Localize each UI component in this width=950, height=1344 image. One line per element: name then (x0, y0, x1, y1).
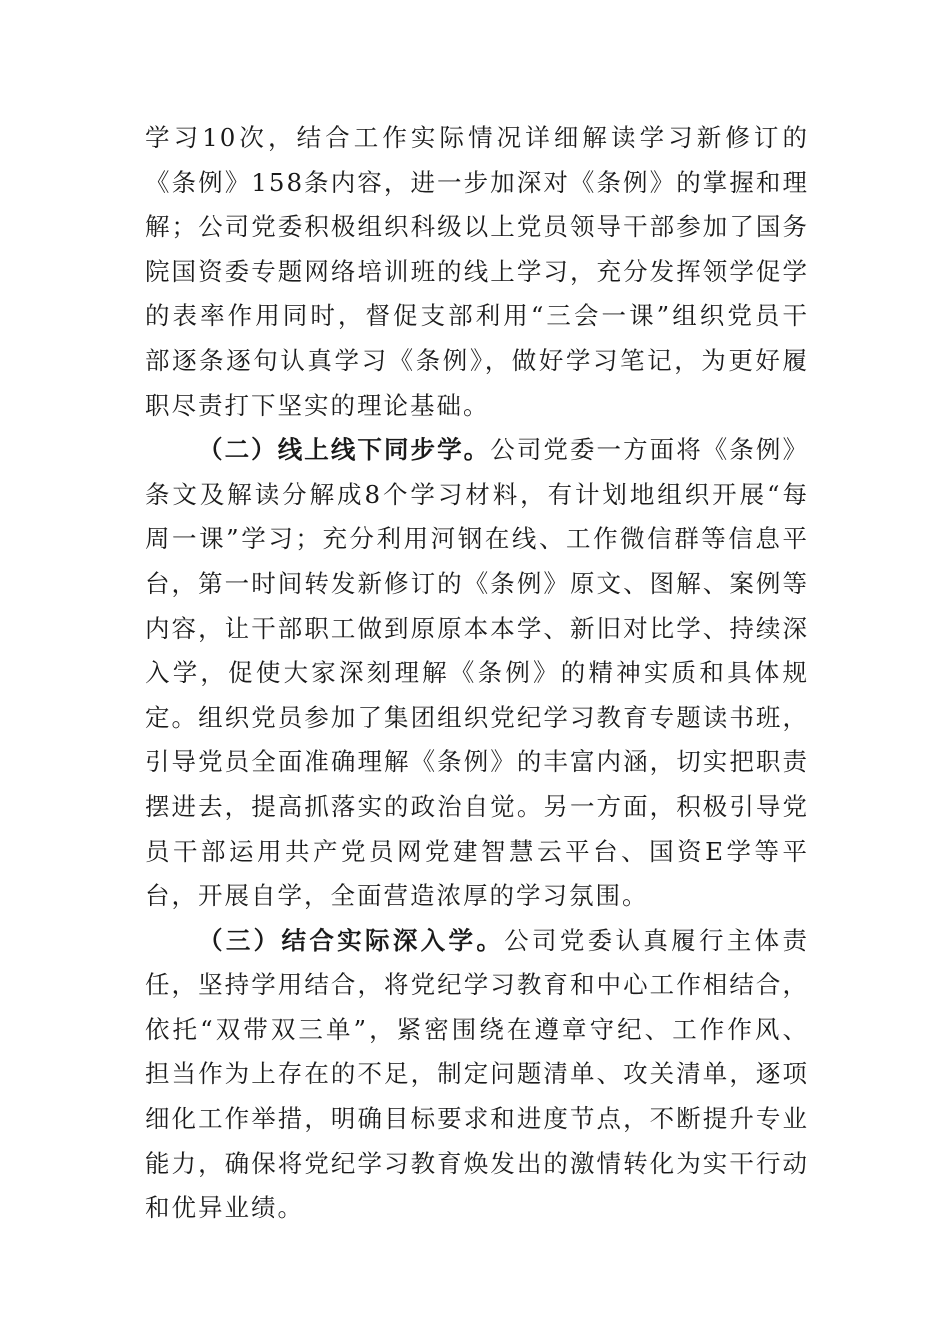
paragraph-body: 公司党委认真履行主体责任，坚持学用结合，将党纪学习教育和中心工作相结合，依托“双带双三单”，紧密围绕在遵章守纪、工作作风、担当作为上存在的不足，制定问题清单、攻关清单，逐项细化工作举措，明确目标要求和进度节点，不断提升专业能力，确保将党纪学习教育焕发出的激情转化为实干行动和优异业绩。 (145, 925, 810, 1223)
paragraph-continuation (145, 116, 809, 428)
section-heading: （三）结合实际深入学。 (198, 925, 505, 955)
paragraph-body: 公司党委一方面将《条例》条文及解读分解成8个学习材料，有计划地组织开展“每周一课”学习；充分利用河钢在线、工作微信群等信息平台，第一时间转发新修订的《条例》原文、图解、案例等内容，让干部职工做到原原本本学、新旧对比学、持续深入学，促使大家深刻理解《条例》的精神实质和具体规定。组织党员参加了集团组织党纪学习教育专题读书班，引导党员全面准确理解《条例》的丰富内涵，切实把职责摆进去，提高抓落实的政治自觉。另一方面，积极引导党员干部运用共产党员网党建智慧云平台、国资E学等平台，开展自学，全面营造浓厚的学习氛围。 (145, 435, 809, 911)
paragraph-body: 学习10次，结合工作实际情况详细解读学习新修订的《条例》158条内容，进一步加深对《条例》的掌握和理解；公司党委积极组织科级以上党员领导干部参加了国务院国资委专题网络培训班的线上学习，充分发挥领学促学的表率作用同时，督促支部利用“三会一课”组织党员干部逐条逐句认真学习《条例》，做好学习笔记，为更好履职尽责打下坚实的理论基础。 (145, 123, 809, 420)
document-body (145, 116, 809, 1231)
paragraph-section-3 (145, 919, 809, 1231)
paragraph-section-2 (145, 428, 809, 919)
section-heading: （二）线上线下同步学。 (198, 435, 491, 465)
